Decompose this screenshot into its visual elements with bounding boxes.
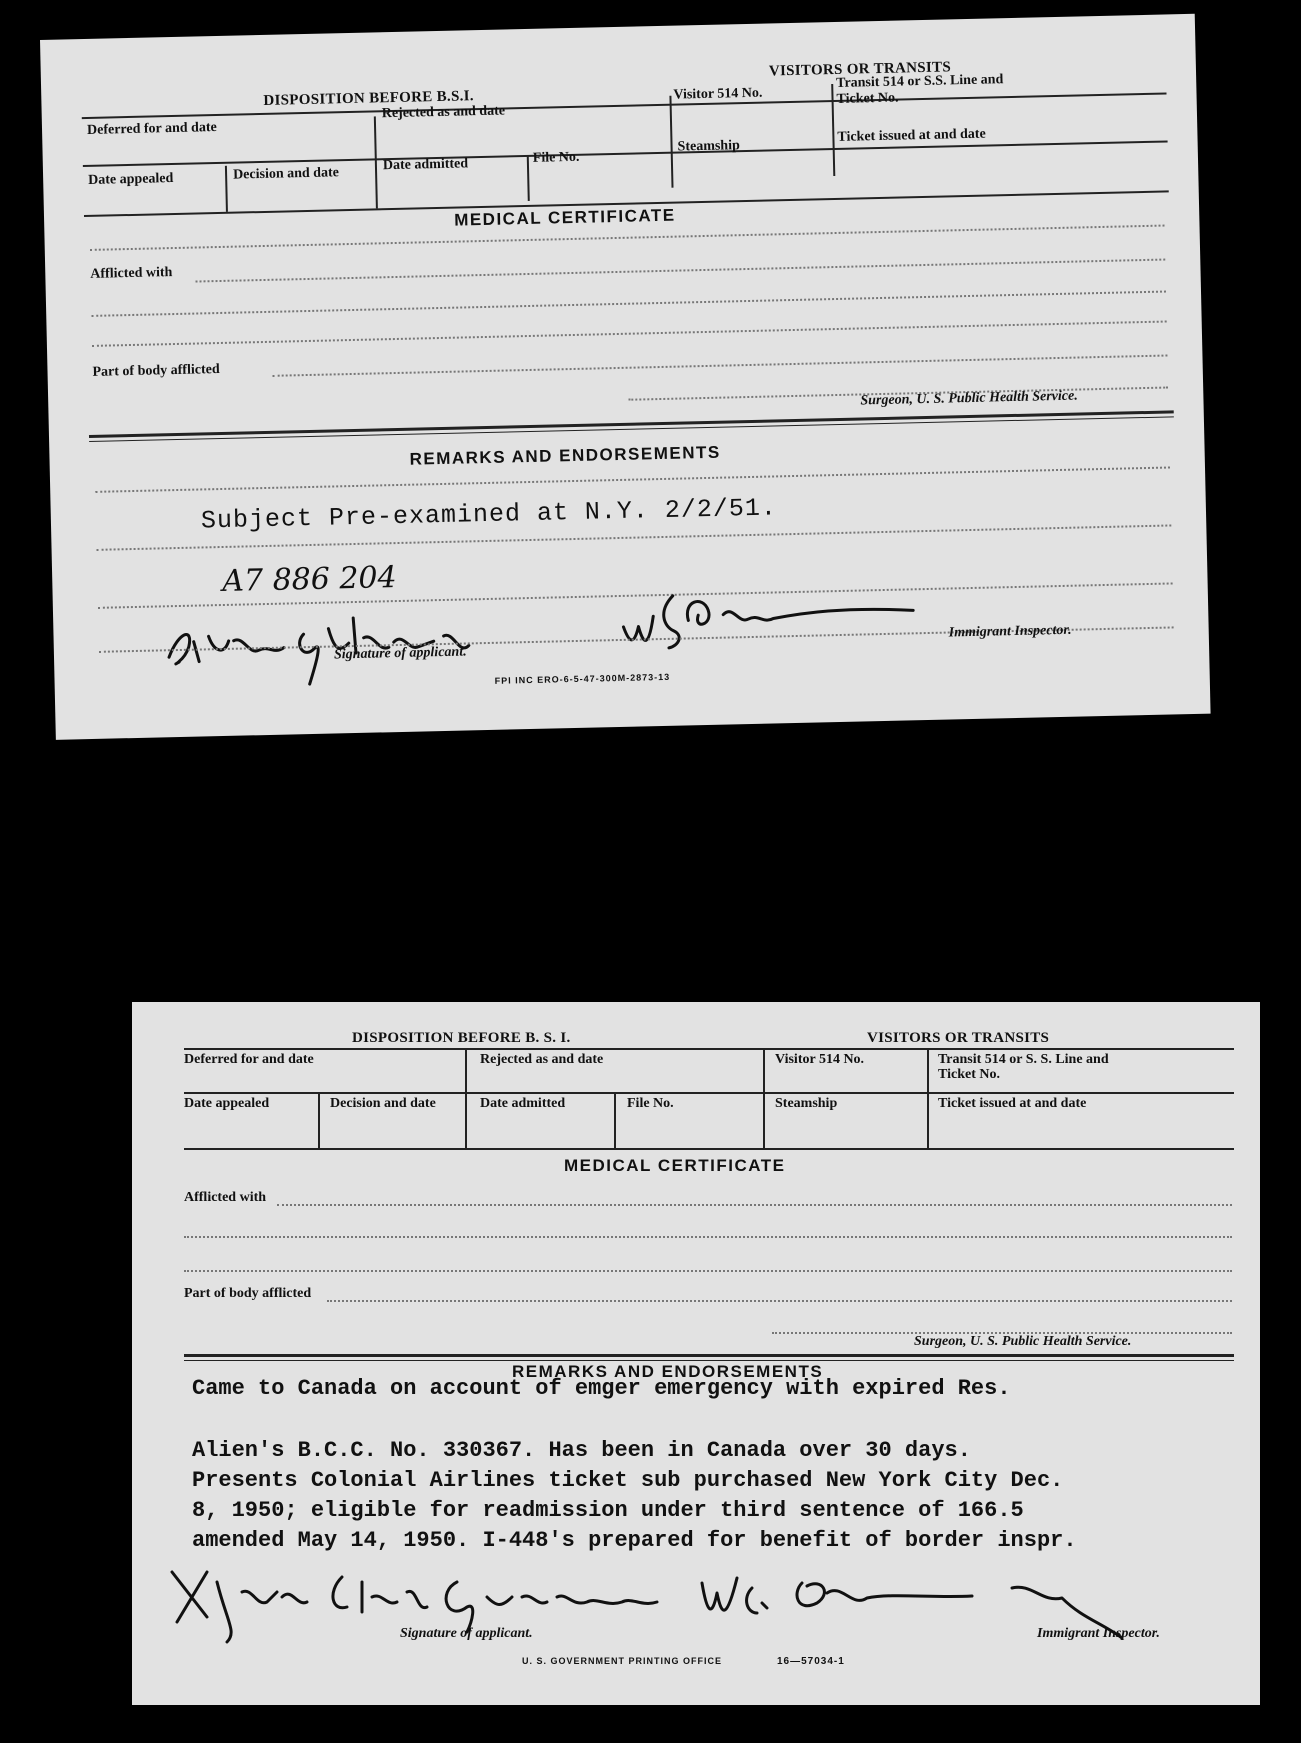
remark-line: Came to Canada on account of emger emergency with expired Res.: [192, 1376, 1011, 1401]
medical-certificate-title: MEDICAL CERTIFICATE: [453, 205, 676, 230]
inspector-label: Immigrant Inspector.: [948, 622, 1072, 641]
card-top: [40, 14, 1211, 740]
ticket-label: Ticket issued at and date: [837, 126, 986, 145]
visitor-label: Visitor 514 No.: [673, 85, 763, 103]
transit-label: Transit 514 or S.S. Line and Ticket No.: [836, 72, 1004, 107]
visitors-header: VISITORS OR TRANSITS: [867, 1030, 1050, 1046]
dotted-line: [195, 259, 1165, 283]
handwritten-number: A7 886 204: [221, 560, 398, 599]
steamship-label: Steamship: [677, 138, 740, 155]
divider: [318, 1092, 320, 1148]
file-no-label: File No.: [627, 1096, 674, 1111]
visitors-header: VISITORS OR TRANSITS: [768, 59, 952, 80]
remark-line: amended May 14, 1950. I-448's prepared for benefit of border inspr.: [192, 1528, 1077, 1553]
double-rule: [89, 410, 1174, 442]
divider: [763, 1048, 765, 1148]
afflicted-label: Afflicted with: [90, 265, 173, 282]
ticket-label: Ticket issued at and date: [938, 1096, 1087, 1111]
remark-line: Alien's B.C.C. No. 330367. Has been in Canada over 30 days.: [192, 1438, 971, 1463]
row-rule: [184, 1092, 1234, 1094]
form-code: 16—57034-1: [777, 1656, 845, 1667]
date-appealed-label: Date appealed: [88, 171, 174, 188]
date-appealed-label: Date appealed: [184, 1096, 270, 1111]
afflicted-label: Afflicted with: [184, 1190, 267, 1205]
signature-applicant-label: Signature of applicant.: [333, 644, 467, 663]
date-admitted-label: Date admitted: [382, 156, 469, 174]
surgeon-label: Surgeon, U. S. Public Health Service.: [914, 1334, 1132, 1349]
disposition-header: DISPOSITION BEFORE B.S.I.: [263, 88, 475, 109]
transit-label: Transit 514 or S. S. Line and Ticket No.: [938, 1052, 1109, 1082]
header-rule: [184, 1048, 1234, 1050]
medical-certificate-title: MEDICAL CERTIFICATE: [564, 1156, 786, 1175]
remark-line: Subject Pre-examined at N.Y. 2/2/51.: [200, 493, 778, 536]
divider: [669, 96, 673, 188]
rejected-label: Rejected as and date: [381, 103, 506, 122]
remark-line: Presents Colonial Airlines ticket sub purchased New York City Dec.: [192, 1468, 1064, 1493]
part-body-label: Part of body afflicted: [184, 1286, 312, 1301]
row-rule: [83, 140, 1168, 167]
decision-label: Decision and date: [330, 1096, 436, 1111]
disposition-header: DISPOSITION BEFORE B. S. I.: [352, 1030, 571, 1046]
file-no-label: File No.: [532, 149, 580, 166]
dotted-line: [90, 225, 1165, 251]
part-body-label: Part of body afflicted: [92, 362, 220, 380]
surgeon-label: Surgeon, U. S. Public Health Service.: [860, 388, 1078, 409]
inspector-signature: [613, 579, 995, 678]
dotted-line: [92, 321, 1167, 347]
print-code: FPI INC ERO-6-5-47-300M-2873-13: [494, 671, 671, 686]
divider: [465, 1048, 467, 1148]
divider: [831, 84, 835, 176]
divider: [927, 1048, 929, 1148]
card-bottom: [132, 1002, 1260, 1705]
divider: [374, 116, 378, 208]
deferred-label: Deferred for and date: [86, 120, 217, 138]
remarks-title: REMARKS AND ENDORSEMENTS: [512, 1362, 824, 1381]
rejected-label: Rejected as and date: [480, 1052, 604, 1067]
signature-applicant-label: Signature of applicant.: [400, 1626, 533, 1641]
row-rule: [184, 1148, 1234, 1150]
remark-line: 8, 1950; eligible for readmission under third sentence of 166.5: [192, 1498, 1024, 1523]
divider: [614, 1092, 616, 1148]
print-code: U. S. GOVERNMENT PRINTING OFFICE: [522, 1656, 723, 1666]
steamship-label: Steamship: [775, 1096, 838, 1111]
dotted-line: [327, 1300, 1232, 1302]
dotted-line: [277, 1204, 1232, 1206]
divider: [527, 155, 530, 201]
date-admitted-label: Date admitted: [480, 1096, 566, 1111]
inspector-label: Immigrant Inspector.: [1037, 1626, 1160, 1641]
dotted-line: [95, 466, 1170, 492]
dotted-line: [91, 291, 1166, 317]
remarks-title: REMARKS AND ENDORSEMENTS: [409, 442, 721, 469]
dotted-line: [273, 355, 1168, 377]
divider: [225, 166, 228, 212]
dotted-line: [184, 1270, 1232, 1272]
decision-label: Decision and date: [232, 165, 340, 183]
dotted-line: [184, 1236, 1232, 1238]
double-rule: [184, 1354, 1234, 1361]
deferred-label: Deferred for and date: [184, 1052, 314, 1067]
visitor-label: Visitor 514 No.: [775, 1052, 865, 1067]
